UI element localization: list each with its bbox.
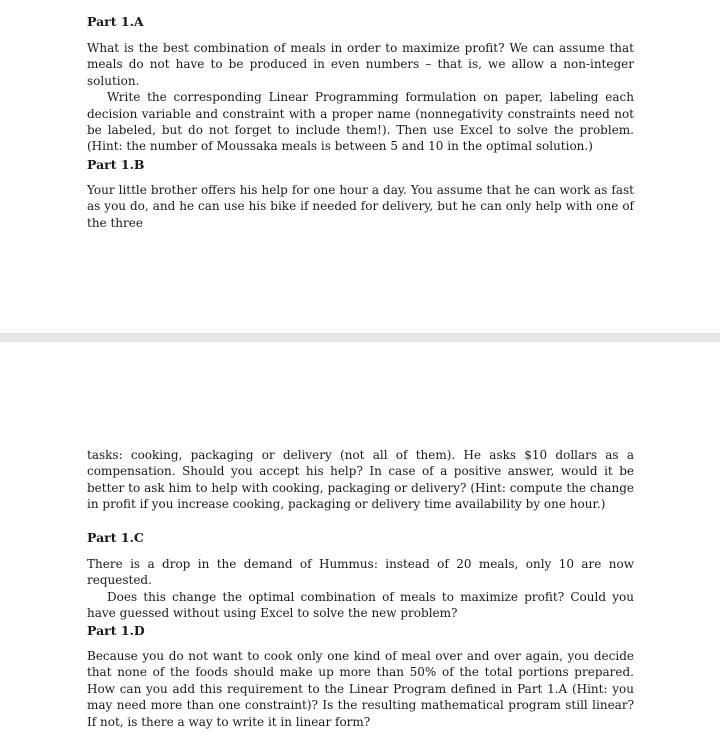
part-b-body-bottom [87, 447, 634, 513]
part-a-section [87, 14, 634, 30]
page-break-divider [0, 333, 720, 342]
part-c-body [87, 556, 634, 622]
part-d-heading: Part 1.D [87, 623, 145, 638]
part-b-paragraph-start: Your little brother offers his help for one hour a day. You assume that he can work as fast as you do, and he can use his bike if needed for delivery, but he can only help with one of the three [87, 183, 634, 230]
part-b-paragraph-continued: tasks: cooking, packaging or delivery (not all of them). He asks $10 dollars as a compensation. Should you accept his help? In case of a positive answer, would it be better to ask him to help with cooking, packaging or delivery? (Hint: compute the change in profit if you increase cooking, packaging or delivery time availability by one hour.) [87, 448, 634, 512]
part-a-body [87, 40, 634, 155]
part-c-section [87, 530, 634, 546]
document-page-1 [0, 0, 720, 333]
part-c-paragraph-1: There is a drop in the demand of Hummus: instead of 20 meals, only 10 are now requested. [87, 557, 634, 588]
part-b-heading: Part 1.B [87, 157, 145, 172]
part-d-paragraph-1: Because you do not want to cook only one kind of meal over and over again, you decide that none of the foods should make up more than 50% of the total portions prepared. How can you add this requirement to the Linear Program defined in Part 1.A (Hint: you may need more than one constraint)? Is the resulting mathematical program still linear? If not, is there a way to write it in linear form? [87, 649, 634, 729]
part-b-section [87, 157, 634, 173]
part-b-body-top [87, 182, 634, 231]
document-page-2 [0, 342, 720, 749]
part-a-paragraph-2: Write the corresponding Linear Programming formulation on paper, labeling each decision variable and constraint with a proper name (nonnegativity constraints need not be labeled, but do not forget to include them!). Then use Excel to solve the problem. (Hint: the number of Moussaka meals is between 5 and 10 in the optimal solution.) [87, 90, 634, 154]
part-c-heading: Part 1.C [87, 530, 144, 545]
part-c-paragraph-2: Does this change the optimal combination of meals to maximize profit? Could you have guessed without using Excel to solve the new problem? [87, 589, 634, 621]
part-d-body [87, 648, 634, 730]
part-d-section [87, 623, 634, 639]
part-a-paragraph-1: What is the best combination of meals in order to maximize profit? We can assume that meals do not have to be produced in even numbers – that is, we allow a non-integer solution. [87, 41, 634, 88]
part-a-heading: Part 1.A [87, 14, 144, 29]
